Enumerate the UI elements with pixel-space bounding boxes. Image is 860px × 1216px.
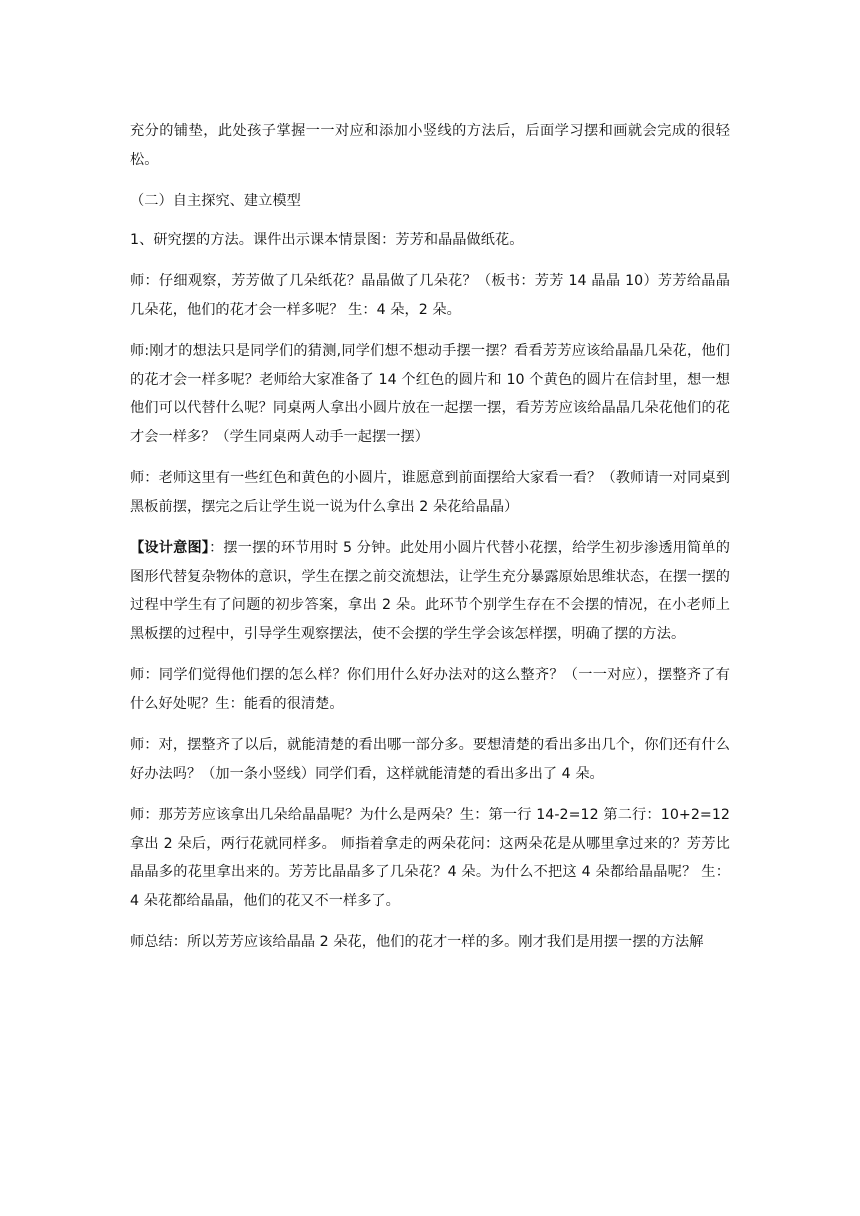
paragraph: 师：仔细观察，芳芳做了几朵纸花？晶晶做了几朵花？（板书：芳芳 14 晶晶 10）芳芳给晶晶几朵花，他们的花才会一样多呢？ 生：4 朵，2 朵。	[130, 273, 730, 318]
design-intent-text: ：摆一摆的环节用时 5 分钟。此处用小圆片代替小花摆，给学生初步渗透用简单的图形代替复杂物体的意识，学生在摆之前交流想法，让学生充分暴露原始思维状态，在摆一摆的过程中学生有了问题的初步答案，拿出 2 朵。此环节个别学生存在不会摆的情况，在小老师上黑板摆的过程中，引导学生观察摆法，使不会摆的学生学会该怎样摆，明确了摆的方法。	[130, 540, 730, 642]
document-body	[130, 117, 730, 970]
design-intent-paragraph	[130, 534, 730, 648]
paragraph: 1、研究摆的方法。课件出示课本情景图：芳芳和晶晶做纸花。	[130, 231, 524, 248]
paragraph: 充分的铺垫，此处孩子掌握一一对应和添加小竖线的方法后，后面学习摆和画就会完成的很轻松。	[130, 123, 730, 168]
paragraph: 师:刚才的想法只是同学们的猜测,同学们想不想动手摆一摆？看看芳芳应该给晶晶几朵花，他们的花才会一样多呢？老师给大家准备了 14 个红色的圆片和 10 个黄色的圆片在信封里，想一想他们可以代替什么呢？同桌两人拿出小圆片放在一起摆一摆，看芳芳应该给晶晶几朵花他们的花才会一样多？（学生同桌两人动手一起摆一摆）	[130, 343, 730, 445]
paragraph: 师：同学们觉得他们摆的怎么样？你们用什么好办法对的这么整齐？（一一对应），摆整齐了有什么好处呢？生：能看的很清楚。	[130, 667, 730, 712]
paragraph: 师：老师这里有一些红色和黄色的小圆片，谁愿意到前面摆给大家看一看？（教师请一对同桌到黑板前摆，摆完之后让学生说一说为什么拿出 2 朵花给晶晶）	[130, 470, 730, 515]
paragraph: 师：那芳芳应该拿出几朵给晶晶呢？为什么是两朵？生：第一行 14-2=12 第二行：10+2=12 拿出 2 朵后，两行花就同样多。 师指着拿走的两朵花问：这两朵花是从哪里拿过来的？芳芳比晶晶多的花里拿出来的。芳芳比晶晶多了几朵花？4 朵。为什么不把这 4 朵都给晶晶呢？ 生：4 朵花都给晶晶，他们的花又不一样多了。	[130, 807, 730, 909]
section-heading: （二）自主探究、建立模型	[130, 193, 301, 209]
design-intent-label: 【设计意图】	[130, 540, 210, 556]
paragraph: 师：对，摆整齐了以后，就能清楚的看出哪一部分多。要想清楚的看出多出几个，你们还有什么好办法吗？（加一条小竖线）同学们看，这样就能清楚的看出多出了 4 朵。	[130, 737, 730, 782]
paragraph: 师总结：所以芳芳应该给晶晶 2 朵花，他们的花才一样的多。刚才我们是用摆一摆的方法解	[130, 934, 704, 950]
